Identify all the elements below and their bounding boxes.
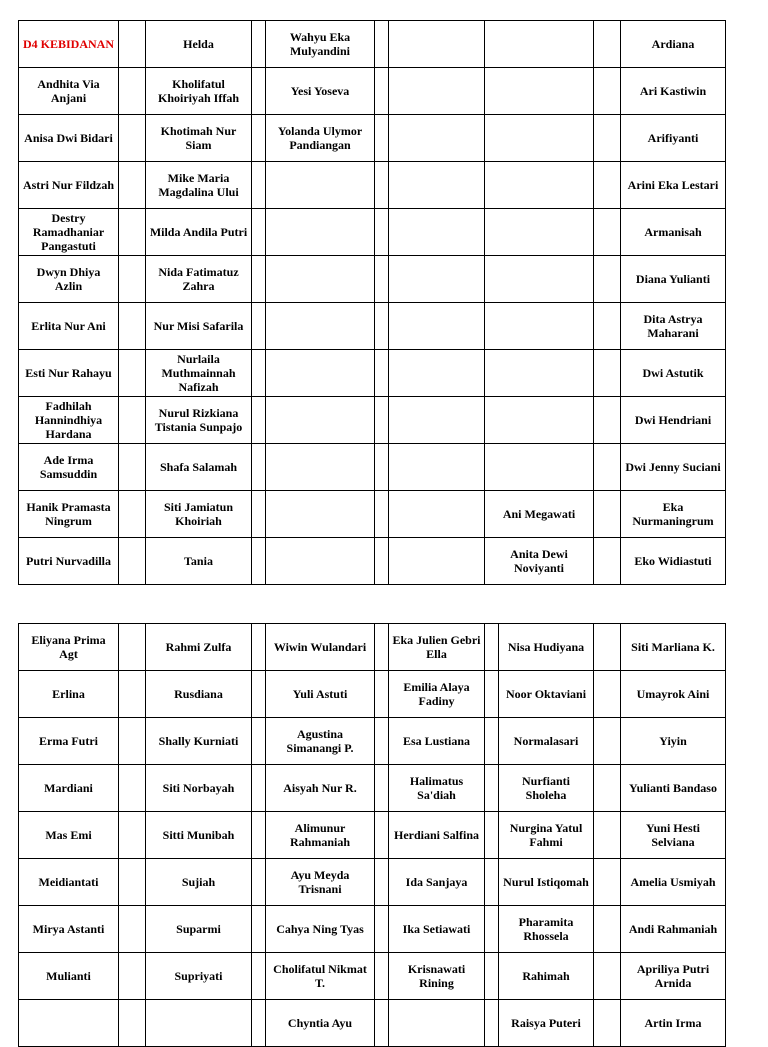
empty-cell xyxy=(119,671,146,718)
empty-cell xyxy=(594,906,621,953)
name-cell: Ari Kastiwin xyxy=(621,68,726,115)
table-row xyxy=(19,397,726,444)
empty-cell xyxy=(266,162,375,209)
empty-cell xyxy=(119,209,146,256)
empty-cell xyxy=(594,397,621,444)
name-cell: Esa Lustiana xyxy=(389,718,485,765)
empty-cell xyxy=(375,718,389,765)
table-row xyxy=(19,624,726,671)
empty-cell xyxy=(252,765,266,812)
name-cell: Nurul Istiqomah xyxy=(499,859,594,906)
empty-cell xyxy=(594,21,621,68)
empty-cell xyxy=(252,21,266,68)
empty-cell xyxy=(375,859,389,906)
empty-cell xyxy=(252,538,266,585)
name-cell: Suparmi xyxy=(146,906,252,953)
empty-cell xyxy=(266,444,375,491)
empty-cell xyxy=(119,812,146,859)
empty-cell xyxy=(389,303,485,350)
name-cell: Fadhilah Hannindhiya Hardana xyxy=(19,397,119,444)
name-cell: Putri Nurvadilla xyxy=(19,538,119,585)
empty-cell xyxy=(252,859,266,906)
empty-cell xyxy=(594,444,621,491)
empty-cell xyxy=(375,491,389,538)
table-row xyxy=(19,859,726,906)
empty-cell xyxy=(252,303,266,350)
empty-cell xyxy=(266,303,375,350)
empty-cell xyxy=(266,256,375,303)
empty-cell xyxy=(119,624,146,671)
name-cell: Mike Maria Magdalina Ului xyxy=(146,162,252,209)
name-cell: Nisa Hudiyana xyxy=(499,624,594,671)
empty-cell xyxy=(119,397,146,444)
empty-cell xyxy=(266,209,375,256)
empty-cell xyxy=(375,209,389,256)
empty-cell xyxy=(485,812,499,859)
empty-cell xyxy=(252,397,266,444)
empty-cell xyxy=(119,1000,146,1047)
empty-cell xyxy=(252,812,266,859)
table-row xyxy=(19,350,726,397)
name-cell: Eka Nurmaningrum xyxy=(621,491,726,538)
empty-cell xyxy=(389,538,485,585)
name-cell: Ayu Meyda Trisnani xyxy=(266,859,375,906)
empty-cell xyxy=(252,718,266,765)
empty-cell xyxy=(485,68,594,115)
empty-cell xyxy=(375,350,389,397)
name-cell: Rahmi Zulfa xyxy=(146,624,252,671)
name-cell: Nurfianti Sholeha xyxy=(499,765,594,812)
name-cell: Siti Jamiatun Khoiriah xyxy=(146,491,252,538)
name-cell: Nurgina Yatul Fahmi xyxy=(499,812,594,859)
name-cell: Dita Astrya Maharani xyxy=(621,303,726,350)
empty-cell xyxy=(375,162,389,209)
name-cell: Shally Kurniati xyxy=(146,718,252,765)
empty-cell xyxy=(594,162,621,209)
name-cell: Mirya Astanti xyxy=(19,906,119,953)
name-cell: Rusdiana xyxy=(146,671,252,718)
name-list-table-1 xyxy=(18,20,726,585)
name-cell: Armanisah xyxy=(621,209,726,256)
empty-cell xyxy=(119,953,146,1000)
name-cell: Nur Misi Safarila xyxy=(146,303,252,350)
empty-cell xyxy=(119,718,146,765)
empty-cell xyxy=(375,68,389,115)
empty-cell xyxy=(389,162,485,209)
name-cell: Nurul Rizkiana Tistania Sunpajo xyxy=(146,397,252,444)
empty-cell xyxy=(266,538,375,585)
name-cell: Anita Dewi Noviyanti xyxy=(485,538,594,585)
table-row xyxy=(19,906,726,953)
name-cell: Sujiah xyxy=(146,859,252,906)
empty-cell xyxy=(594,812,621,859)
name-cell: Dwi Jenny Suciani xyxy=(621,444,726,491)
empty-cell xyxy=(485,859,499,906)
empty-cell xyxy=(119,859,146,906)
name-cell: Noor Oktaviani xyxy=(499,671,594,718)
empty-cell xyxy=(389,68,485,115)
name-cell: Mas Emi xyxy=(19,812,119,859)
name-cell: Yuli Astuti xyxy=(266,671,375,718)
empty-cell xyxy=(594,68,621,115)
empty-cell xyxy=(375,765,389,812)
name-cell: Arifiyanti xyxy=(621,115,726,162)
empty-cell xyxy=(119,162,146,209)
name-cell: Ida Sanjaya xyxy=(389,859,485,906)
table-row xyxy=(19,303,726,350)
table-row xyxy=(19,491,726,538)
empty-cell xyxy=(594,671,621,718)
table-row xyxy=(19,765,726,812)
empty-cell xyxy=(594,765,621,812)
empty-cell xyxy=(119,906,146,953)
name-cell: Ade Irma Samsuddin xyxy=(19,444,119,491)
empty-cell xyxy=(389,209,485,256)
empty-cell xyxy=(389,397,485,444)
empty-cell xyxy=(389,21,485,68)
table-row xyxy=(19,115,726,162)
empty-cell xyxy=(375,1000,389,1047)
empty-cell xyxy=(485,303,594,350)
name-cell: Andi Rahmaniah xyxy=(621,906,726,953)
name-cell: Alimunur Rahmaniah xyxy=(266,812,375,859)
name-cell: Cahya Ning Tyas xyxy=(266,906,375,953)
empty-cell xyxy=(594,350,621,397)
name-cell: Artin Irma xyxy=(621,1000,726,1047)
table-row xyxy=(19,162,726,209)
empty-cell xyxy=(119,21,146,68)
name-cell: Dwyn Dhiya Azlin xyxy=(19,256,119,303)
empty-cell xyxy=(594,859,621,906)
name-cell: Cholifatul Nikmat T. xyxy=(266,953,375,1000)
empty-cell xyxy=(119,115,146,162)
empty-cell xyxy=(389,1000,485,1047)
empty-cell xyxy=(252,953,266,1000)
empty-cell xyxy=(375,444,389,491)
name-cell: Tania xyxy=(146,538,252,585)
table-row xyxy=(19,718,726,765)
name-cell: Yiyin xyxy=(621,718,726,765)
name-cell: Pharamita Rhossela xyxy=(499,906,594,953)
name-cell: Andhita Via Anjani xyxy=(19,68,119,115)
empty-cell xyxy=(252,624,266,671)
name-cell: Mardiani xyxy=(19,765,119,812)
class-title: D4 KEBIDANAN xyxy=(19,21,119,68)
empty-cell xyxy=(485,209,594,256)
table-row xyxy=(19,209,726,256)
empty-cell xyxy=(119,256,146,303)
name-cell: Arini Eka Lestari xyxy=(621,162,726,209)
table-row xyxy=(19,538,726,585)
empty-cell xyxy=(485,21,594,68)
empty-cell xyxy=(119,350,146,397)
name-cell: Kholifatul Khoiriyah Iffah xyxy=(146,68,252,115)
name-cell: Yuni Hesti Selviana xyxy=(621,812,726,859)
empty-cell xyxy=(594,115,621,162)
name-cell: Sitti Munibah xyxy=(146,812,252,859)
name-cell: Shafa Salamah xyxy=(146,444,252,491)
name-cell: Astri Nur Fildzah xyxy=(19,162,119,209)
name-cell: Ani Megawati xyxy=(485,491,594,538)
empty-cell xyxy=(119,444,146,491)
empty-cell xyxy=(389,444,485,491)
empty-cell xyxy=(375,906,389,953)
name-cell: Dwi Hendriani xyxy=(621,397,726,444)
table-row xyxy=(19,953,726,1000)
table-row xyxy=(19,68,726,115)
empty-cell xyxy=(485,115,594,162)
empty-cell xyxy=(252,491,266,538)
name-cell: Meidiantati xyxy=(19,859,119,906)
name-cell: Erlina xyxy=(19,671,119,718)
name-cell: Halimatus Sa'diah xyxy=(389,765,485,812)
empty-cell xyxy=(594,624,621,671)
name-cell: Supriyati xyxy=(146,953,252,1000)
name-cell: Khotimah Nur Siam xyxy=(146,115,252,162)
empty-cell xyxy=(485,350,594,397)
empty-cell xyxy=(19,1000,119,1047)
empty-cell xyxy=(119,303,146,350)
name-cell: Siti Norbayah xyxy=(146,765,252,812)
name-cell: Destry Ramadhaniar Pangastuti xyxy=(19,209,119,256)
empty-cell xyxy=(252,68,266,115)
name-cell: Eko Widiastuti xyxy=(621,538,726,585)
name-cell: Ardiana xyxy=(621,21,726,68)
empty-cell xyxy=(252,1000,266,1047)
empty-cell xyxy=(375,303,389,350)
name-cell: Yolanda Ulymor Pandiangan xyxy=(266,115,375,162)
name-cell: Eliyana Prima Agt xyxy=(19,624,119,671)
empty-cell xyxy=(375,671,389,718)
name-cell: Normalasari xyxy=(499,718,594,765)
empty-cell xyxy=(389,350,485,397)
name-cell: Rahimah xyxy=(499,953,594,1000)
empty-cell xyxy=(594,209,621,256)
empty-cell xyxy=(485,953,499,1000)
empty-cell xyxy=(375,256,389,303)
empty-cell xyxy=(485,765,499,812)
empty-cell xyxy=(119,68,146,115)
name-cell: Milda Andila Putri xyxy=(146,209,252,256)
empty-cell xyxy=(252,256,266,303)
empty-cell xyxy=(594,491,621,538)
empty-cell xyxy=(252,671,266,718)
empty-cell xyxy=(594,538,621,585)
empty-cell xyxy=(266,397,375,444)
empty-cell xyxy=(375,812,389,859)
name-cell: Siti Marliana K. xyxy=(621,624,726,671)
empty-cell xyxy=(594,303,621,350)
empty-cell xyxy=(119,538,146,585)
table-row xyxy=(19,444,726,491)
name-cell: Nurlaila Muthmainnah Nafizah xyxy=(146,350,252,397)
name-cell: Amelia Usmiyah xyxy=(621,859,726,906)
empty-cell xyxy=(485,718,499,765)
name-cell: Umayrok Aini xyxy=(621,671,726,718)
empty-cell xyxy=(375,397,389,444)
table-row xyxy=(19,1000,726,1047)
table-row xyxy=(19,21,726,68)
empty-cell xyxy=(266,491,375,538)
empty-cell xyxy=(485,1000,499,1047)
name-cell: Eka Julien Gebri Ella xyxy=(389,624,485,671)
empty-cell xyxy=(119,491,146,538)
name-cell: Apriliya Putri Arnida xyxy=(621,953,726,1000)
name-cell: Wahyu Eka Mulyandini xyxy=(266,21,375,68)
table-row xyxy=(19,671,726,718)
name-cell: Raisya Puteri xyxy=(499,1000,594,1047)
empty-cell xyxy=(375,953,389,1000)
empty-cell xyxy=(119,765,146,812)
name-cell: Wiwin Wulandari xyxy=(266,624,375,671)
name-list-table-2 xyxy=(18,623,726,1047)
name-cell: Yesi Yoseva xyxy=(266,68,375,115)
name-cell: Agustina Simanangi P. xyxy=(266,718,375,765)
name-cell: Anisa Dwi Bidari xyxy=(19,115,119,162)
empty-cell xyxy=(375,624,389,671)
name-cell: Hanik Pramasta Ningrum xyxy=(19,491,119,538)
empty-cell xyxy=(485,906,499,953)
name-cell: Helda xyxy=(146,21,252,68)
empty-cell xyxy=(375,115,389,162)
name-cell: Emilia Alaya Fadiny xyxy=(389,671,485,718)
empty-cell xyxy=(389,491,485,538)
table-row xyxy=(19,256,726,303)
name-cell: Esti Nur Rahayu xyxy=(19,350,119,397)
name-cell: Dwi Astutik xyxy=(621,350,726,397)
name-cell: Chyntia Ayu xyxy=(266,1000,375,1047)
name-cell: Diana Yulianti xyxy=(621,256,726,303)
table-row xyxy=(19,812,726,859)
name-cell: Erlita Nur Ani xyxy=(19,303,119,350)
name-cell: Mulianti xyxy=(19,953,119,1000)
empty-cell xyxy=(252,209,266,256)
empty-cell xyxy=(485,671,499,718)
empty-cell xyxy=(375,538,389,585)
empty-cell xyxy=(594,718,621,765)
name-cell: Krisnawati Rining xyxy=(389,953,485,1000)
empty-cell xyxy=(252,162,266,209)
empty-cell xyxy=(389,256,485,303)
empty-cell xyxy=(266,350,375,397)
empty-cell xyxy=(594,1000,621,1047)
empty-cell xyxy=(252,906,266,953)
name-cell: Herdiani Salfina xyxy=(389,812,485,859)
empty-cell xyxy=(485,256,594,303)
empty-cell xyxy=(146,1000,252,1047)
empty-cell xyxy=(485,624,499,671)
name-cell: Nida Fatimatuz Zahra xyxy=(146,256,252,303)
name-cell: Aisyah Nur R. xyxy=(266,765,375,812)
empty-cell xyxy=(375,21,389,68)
empty-cell xyxy=(252,115,266,162)
empty-cell xyxy=(252,444,266,491)
empty-cell xyxy=(485,162,594,209)
empty-cell xyxy=(594,256,621,303)
empty-cell xyxy=(485,444,594,491)
empty-cell xyxy=(485,397,594,444)
name-cell: Yulianti Bandaso xyxy=(621,765,726,812)
empty-cell xyxy=(389,115,485,162)
name-cell: Ika Setiawati xyxy=(389,906,485,953)
empty-cell xyxy=(252,350,266,397)
name-cell: Erma Futri xyxy=(19,718,119,765)
empty-cell xyxy=(594,953,621,1000)
